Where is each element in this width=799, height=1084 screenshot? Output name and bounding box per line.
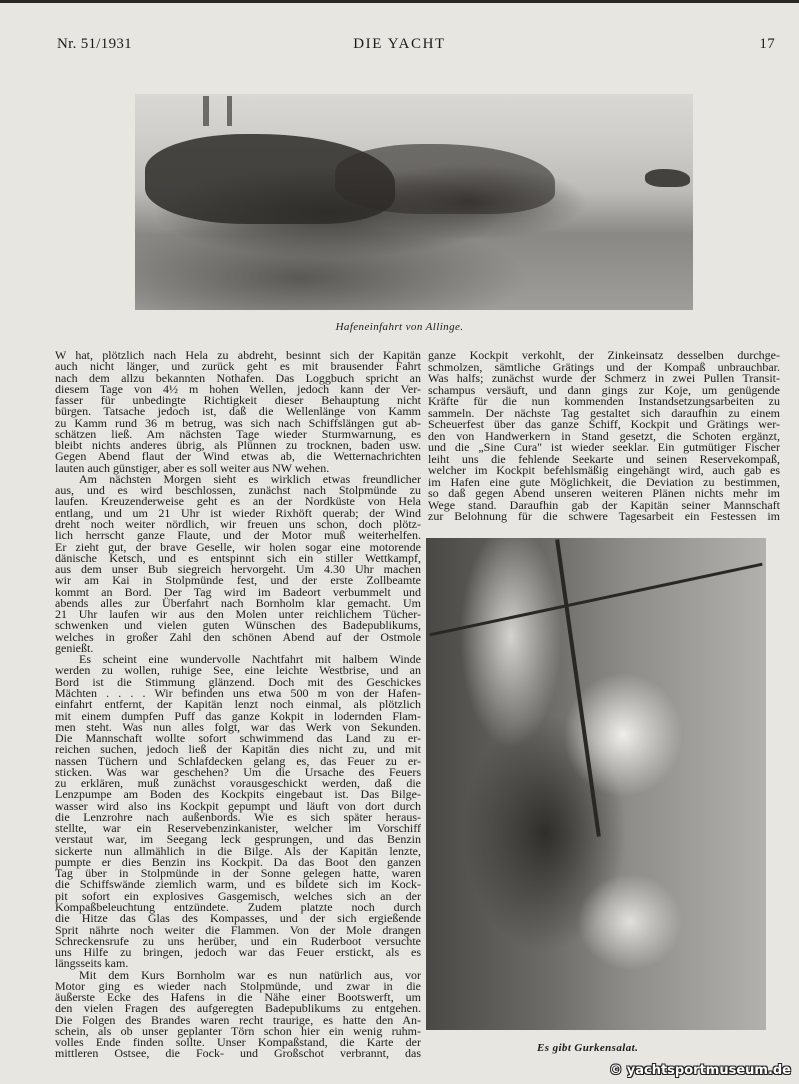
- text-line: Scheuerfest über das ganze Schiff, Kockpit und Grätings wer-: [428, 417, 780, 431]
- text-line: Mächten . . . . Wir befinden uns etwa 500 m von der Hafen-: [55, 685, 421, 700]
- text-line: sammeln. Der nächste Tag gestaltet sich daraufhin zu einem: [428, 405, 780, 420]
- text-line: schmolzen, sämtliche Grätings und der Kompaß unbrauchbar.: [428, 359, 780, 374]
- page-number: 17: [759, 36, 775, 52]
- text-line: schein, als ob unser geplanter Törn schon hier ein wenig ruhm-: [55, 1023, 421, 1038]
- text-line: mittleren Ostsee, die Fock- und Großschot verbrannt, das: [55, 1046, 421, 1061]
- text-line: aus, und es wird beschlossen, zunächst nach Stolpmünde zu: [55, 483, 421, 498]
- lighthouse-tower: [227, 96, 232, 126]
- scan-edge: [0, 0, 799, 3]
- text-line: Wege stand. Daraufhin gab der Kapitän seiner Mannschaft: [428, 497, 780, 512]
- text-line: längsseits kam.: [55, 956, 129, 971]
- text-line: sticken. Was war geschehen? Um die Ursache des Feuers: [55, 764, 421, 779]
- text-line: äußerste Ecke des Hafens in die Nähe einer Bootswerft, um: [55, 990, 421, 1005]
- text-line: Kompaßbeleuchtung entzündete. Zudem platzte noch durch: [55, 900, 421, 915]
- text-line: lauten auch günstiger, aber es soll weiter aus NW wehen.: [55, 460, 330, 475]
- text-line: abends alles zur Überfahrt nach Bornholm klar gemacht. Um: [55, 595, 421, 610]
- text-line: Kräfte für die nun kommenden Instandsetzungsarbeiten zu: [428, 394, 780, 408]
- text-line: mit einem dumpfen Puff das ganze Kokpit in lodernden Flam-: [55, 708, 421, 723]
- mast: [555, 539, 601, 837]
- text-line: bleibt nichts anderes übrig, als Plünnen zu trocknen, baden usw.: [55, 438, 421, 453]
- text-line: volles Ende finden sollte. Unser Kompaßstand, die Karte der: [55, 1035, 421, 1050]
- text-line: leiht uns die fehlende Seekarte und seinen Reservekompaß,: [428, 451, 780, 466]
- text-line: Es scheint eine wundervolle Nachtfahrt mit halbem Winde: [79, 652, 421, 667]
- photo-harbor-entrance: [135, 94, 693, 310]
- text-line: zu Kamm rund 36 m betrug, was sich nach Schiffslängen gut ab-: [55, 415, 421, 430]
- text-line: schwenken und vielen guten Wünschen des Badepublikums,: [55, 618, 421, 633]
- text-line: schätzen ließ. Am nächsten Tage wieder Sturmwarnung, es: [55, 426, 421, 441]
- text-line: Die Folgen des Brandes waren recht traurige, es hatte den An-: [55, 1012, 421, 1027]
- text-line: Die Mannschaft wollte sofort schwimmend das Land zu er-: [55, 731, 421, 746]
- text-line: kommt an Bord. Der Tag wird im Badeort verbummelt und: [55, 584, 421, 599]
- text-line: pit sofort ein explosives Gasgemisch, welches sich an der: [55, 888, 421, 903]
- text-line: im Hafen eine gute Möglichkeit, die Deviation zu bestimmen,: [428, 474, 780, 489]
- rocks: [645, 169, 690, 187]
- text-line: schampus versäuft, und dann gings zur Koje, um genügende: [428, 382, 780, 397]
- text-line: dreht noch weiter nördlich, wir freuen uns schon, doch plötz-: [55, 516, 421, 531]
- text-line: entlang, und um 21 Uhr ist wieder Rixhöft querab; der Wind: [55, 505, 421, 520]
- text-line: welches in großer Zahl den schönen Abend auf der Ostmole: [55, 629, 421, 644]
- text-line: ganze Kockpit verkohlt, der Zinkeinsatz desselben durchge-: [428, 348, 780, 362]
- text-line: Sprit nährte noch weiter die Flammen. Von der Mole drangen: [55, 922, 421, 937]
- photo-caption: Es gibt Gurkensalat.: [537, 1042, 639, 1054]
- text-line: so daß gegen Abend unseren weiteren Plänen nichts mehr im: [428, 486, 780, 500]
- text-line: die Schiffswände ziemlich warm, und es bildete sich im Kock-: [55, 877, 421, 892]
- text-line: den von Handwerkern in Stand gesetzt, die Schoten ergänzt,: [428, 428, 780, 443]
- lighthouse-tower: [203, 96, 209, 126]
- text-line: Schreckensrufe zu uns herüber, und ein Ruderboot versuchte: [55, 933, 421, 948]
- text-line: Motor ging es wieder nach Stolpmünde, und zwar in die: [55, 978, 421, 993]
- photo-caption: Hafeneinfahrt von Allinge.: [335, 321, 464, 333]
- text-line: Gegen Abend flaut der Wind etwas ab, die Wetternachrichten: [55, 449, 421, 464]
- text-line: Bord ist die Stimmung glänzend. Doch mit des Geschickes: [55, 674, 421, 689]
- text-line: sickerte nun allmählich in die Bilge. Als der Kapitän lenzte,: [55, 843, 421, 858]
- text-line: Was halfs; zunächst wurde der Schmerz in zwei Pullen Transit-: [428, 371, 780, 385]
- text-line: wasser wird also ins Kockpit gepumpt und läuft von dort durch: [55, 798, 421, 813]
- text-line: auch nicht länger, und zurück geht es mit brausender Fahrt: [55, 359, 421, 374]
- text-line: den vielen Fragen des aufgeregten Badepublikums zu entgehen.: [55, 1001, 421, 1016]
- text-line: men steht. Was nun alles folgt, war das Werk von Sekunden.: [55, 719, 421, 734]
- text-line: W hat, plötzlich nach Hela zu abdreht, besinnt sich der Kapitän: [55, 348, 421, 362]
- text-line: lich herrscht ganze Flaute, und der Motor muß weiterhelfen.: [55, 528, 421, 543]
- text-column-left: [55, 350, 421, 1060]
- text-line: zu erklären, muß zunächst vorausgeschickt werden, daß die: [55, 776, 421, 791]
- text-line: die Hitze das Glas des Kompasses, und der sich ergießende: [55, 911, 421, 926]
- text-line: nassen Tüchern und Schlafdecken gelang es, das Feuer zu er-: [55, 753, 421, 768]
- text-line: welcher im Kockpit befehlsmäßig eingehängt wird, auch gab es: [428, 463, 780, 477]
- watermark: © yachtsportmuseum.de: [609, 1063, 791, 1078]
- text-line: bürgen. Tatsache jedoch ist, daß die Wellenlänge von Kamm: [55, 404, 421, 419]
- text-line: Er zieht gut, der brave Geselle, wir holen sogar eine motorende: [55, 539, 421, 554]
- photo-cockpit: [426, 538, 766, 1030]
- boom: [429, 563, 762, 637]
- text-line: reichen suchen, jedoch ließ der Kapitän dies nicht zu, und mit: [55, 742, 421, 757]
- text-line: Am nächsten Morgen sieht es wirklich etwas freundlicher: [79, 471, 421, 486]
- text-line: nach dem allzu bekannten Nothafen. Das Loggbuch spricht an: [55, 370, 421, 385]
- text-line: stellte, war ein Reservebenzinkanister, welcher im Vorschiff: [55, 821, 421, 836]
- text-line: laufen. Kreuzenderweise geht es an der Nordküste von Hela: [55, 494, 421, 509]
- text-line: diesem Tage von 4½ m hohen Wellen, jedoch kann der Ver-: [55, 381, 421, 396]
- issue-number: Nr. 51/1931: [57, 36, 132, 52]
- text-line: dänische Ketsch, und es entspinnt sich ein stiller Wettkampf,: [55, 550, 421, 565]
- text-line: die Lenzrohre nach außenbords. Wie es sich später heraus-: [55, 809, 421, 824]
- text-line: 21 Uhr laufen wir aus den Molen unter reichlichem Tücher-: [55, 607, 421, 622]
- magazine-title: DIE YACHT: [353, 36, 446, 52]
- text-line: wir am Kai in Stolpmünde fest, und der erste Zollbeamte: [55, 573, 421, 588]
- text-line: pumpte er dies Benzin ins Kockpit. Da das Boot den ganzen: [55, 854, 421, 869]
- text-line: aus dem unser Bub siegreich hervorgeht. Um 4.30 Uhr machen: [55, 562, 421, 577]
- text-line: fasser für unbedingte Richtigkeit dieser Behauptung nicht: [55, 393, 421, 408]
- text-line: Tag über in Stolpmünde in der Sonne gelegen hatte, waren: [55, 866, 421, 881]
- text-line: einfahrt entfernt, der Kapitän lenzt noch einmal, als plötzlich: [55, 697, 421, 712]
- text-line: genießt.: [55, 640, 94, 655]
- text-column-right: [428, 350, 780, 523]
- rocks: [335, 144, 555, 214]
- text-line: werden zu wollen, ruhige See, eine leichte Westbrise, und an: [55, 663, 421, 678]
- text-line: zur Belohnung für die schwere Tagesarbeit ein Festessen im: [428, 509, 780, 523]
- text-line: uns Hilfe zu bringen, jedoch war das Feuer erstickt, als es: [55, 945, 421, 960]
- text-line: Lenzpumpe am Boden des Kockpits eingebaut ist. Das Bilge-: [55, 787, 421, 802]
- text-line: Mit dem Kurs Bornholm war es nun natürlich aus, vor: [79, 967, 421, 982]
- text-line: und die „Sine Cura" ist wieder seeklar. Ein gutmütiger Fischer: [428, 440, 780, 454]
- text-line: verstaut war, im Seegang leck gesprungen, und das Benzin: [55, 832, 421, 847]
